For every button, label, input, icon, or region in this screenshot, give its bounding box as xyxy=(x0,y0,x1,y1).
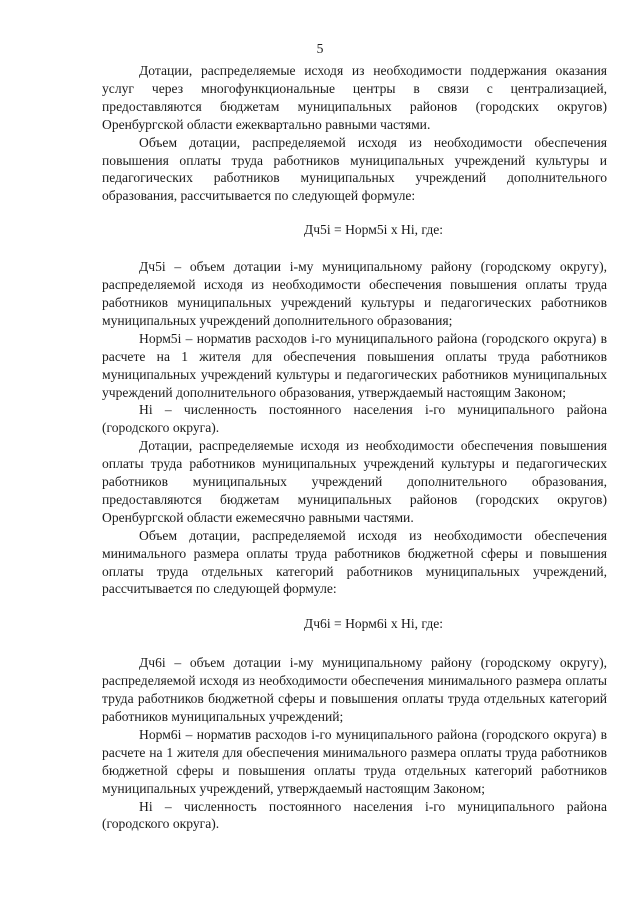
definition-dch5: Дч5i – объем дотации i-му муниципальному району (городскому округу), распределяемой исходя из необходимости обеспечения повышения оплаты труда работников муниципальных учреждений культуры и педагогических работников муниципальных учреждений дополнительного образования; xyxy=(102,259,607,328)
definition-dch6: Дч6i – объем дотации i-му муниципальному району (городскому округу), распределяемой исходя из необходимости обеспечения минимального размера оплаты труда работников бюджетной сферы и повышения оплаты труда отдельных категорий работников муниципальных учреждений; xyxy=(102,655,607,724)
definition-norm6: Норм6i – норматив расходов i-го муниципального района (городского округа) в расчете на 1 жителя для обеспечения минимального размера оплаты труда работников бюджетной сферы и повышения оплаты труда отдельных категорий работников муниципальных учреждений, утверждаемый настоящим Законом; xyxy=(102,726,607,796)
paragraph-min-wage-subsidy-intro: Объем дотации, распределяемой исходя из необходимости обеспечения минимального размера оплаты труда работников бюджетной сферы и повышения оплаты труда отдельных категорий работников муниципальных учреждений, рассчитывается по следующей формуле: xyxy=(102,527,607,597)
paragraph-culture-subsidy-monthly: Дотации, распределяемые исходя из необходимости обеспечения повышения оплаты труда работников муниципальных учреждений культуры и педагогических работников муниципальных учреждений дополнительного образования, предоставляются бюджетам муниципальных районов (городских округов) Оренбургской области ежемесячно равными частями. xyxy=(102,438,607,525)
document-body xyxy=(102,62,607,833)
paragraph-mfc-subsidy: Дотации, распределяемые исходя из необходимости поддержания оказания услуг через многофункциональные центры в связи с централизацией, предоставляются бюджетам муниципальных районов (городских округов) Оренбургской области ежеквартально равными частями. xyxy=(102,63,607,132)
formula-dch6: Дч6i = Норм6i x Hi, где: xyxy=(303,616,444,632)
paragraph-culture-subsidy-intro: Объем дотации, распределяемой исходя из необходимости обеспечения повышения оплаты труда работников муниципальных учреждений культуры и педагогических работников муниципальных учреждений дополнительного образования, рассчитывается по следующей формуле: xyxy=(102,134,607,204)
definition-hi-2: Hi – численность постоянного населения i-го муниципального района (городского округа). xyxy=(102,798,607,832)
page-number: 5 xyxy=(316,41,324,56)
formula-dch5: Дч5i = Норм5i x Hi, где: xyxy=(303,222,444,238)
definition-norm5: Норм5i – норматив расходов i-го муниципального района (городского округа) в расчете на 1 жителя для обеспечения повышения оплаты труда работников муниципальных учреждений культуры и педагогических работников муниципальных учреждений дополнительного образования, утверждаемый настоящим Законом; xyxy=(102,330,607,400)
definition-hi-1: Hi – численность постоянного населения i-го муниципального района (городского округа). xyxy=(102,402,607,436)
